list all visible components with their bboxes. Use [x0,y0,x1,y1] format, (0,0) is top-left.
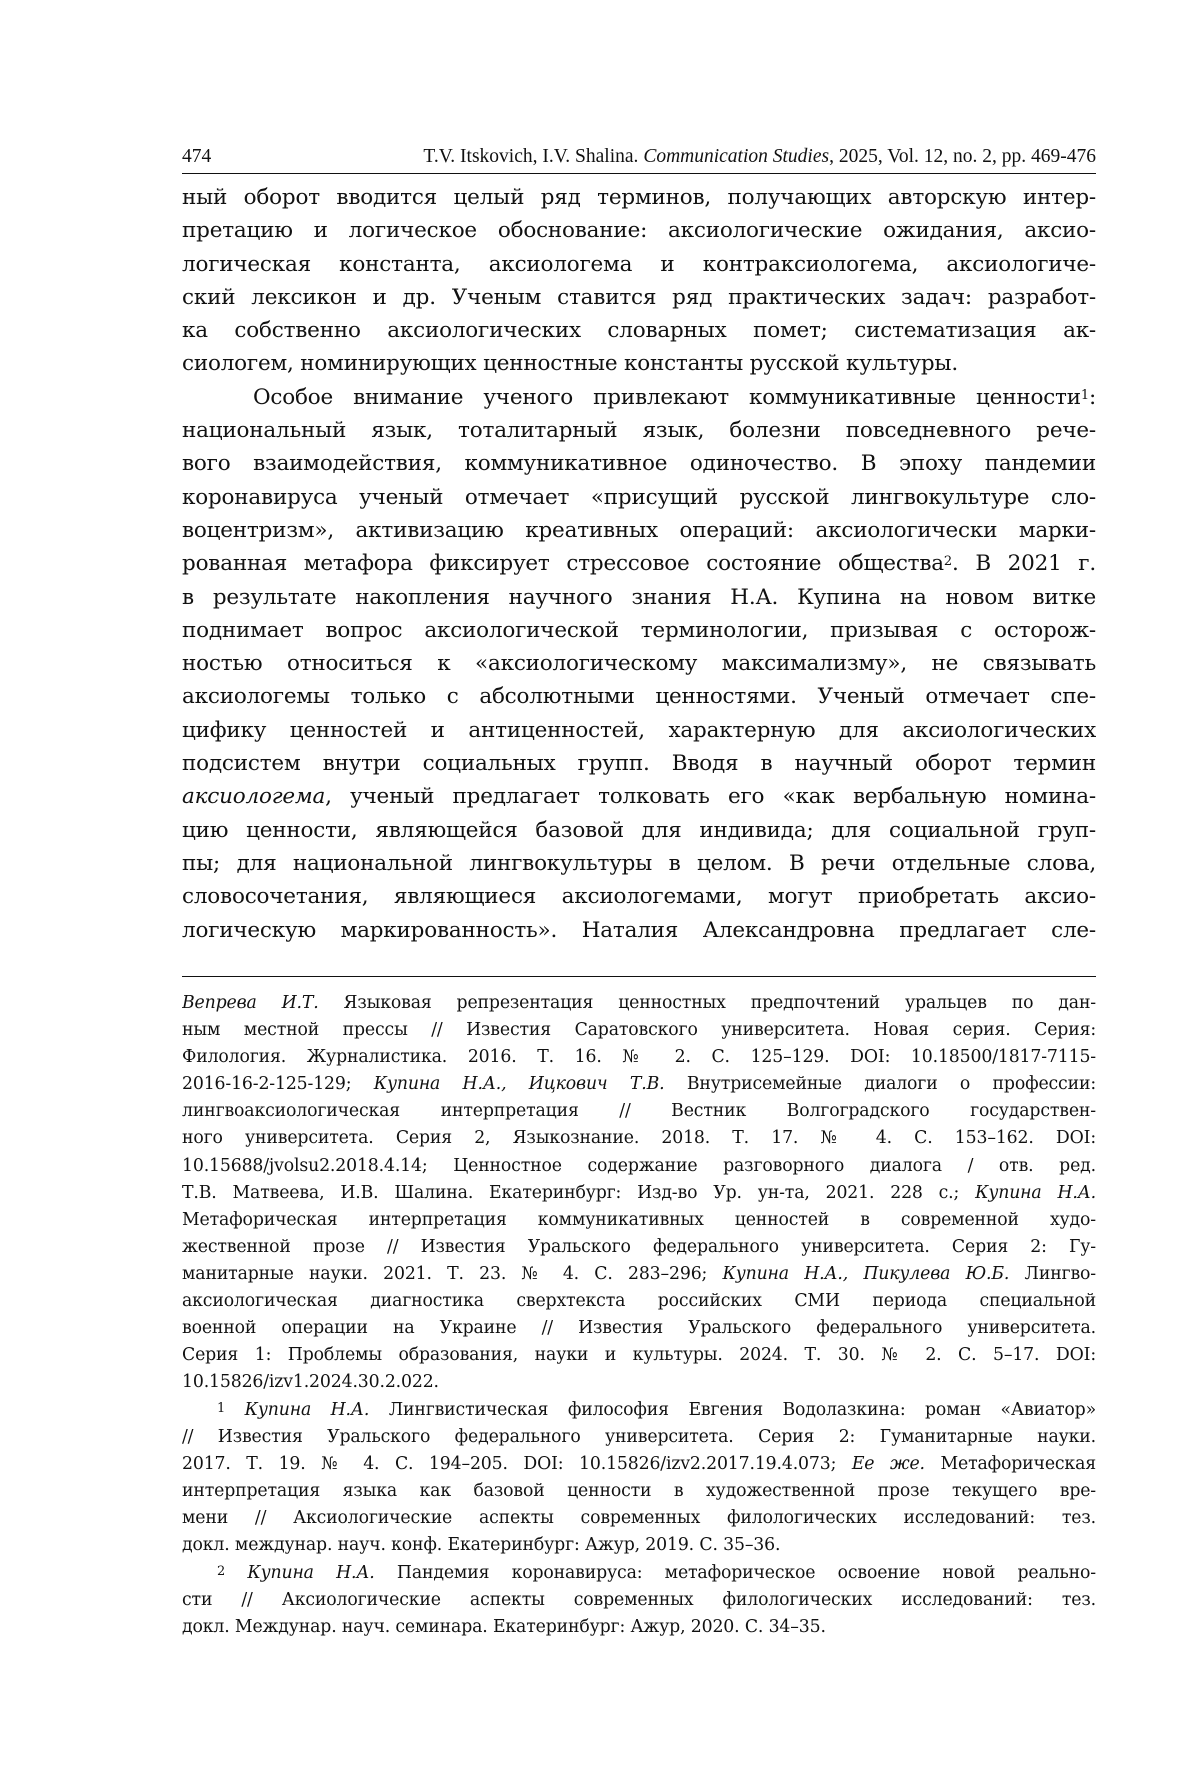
footnote-line: 10.15688/jvolsu2.2018.4.14; Ценностное содержание разговорного диалога / отв. ред. [182,1155,1096,1176]
footnote-line: аксиологическая диагностика сверхтекста российских СМИ периода специальной [182,1291,1096,1312]
text-line: коронавируса ученый отмечает «присущий русской лингвокультуре сло- [182,484,1096,510]
author-italic: Ее же. [851,1454,925,1475]
footnote-line: 10.15826/izv1.2024.30.2.022. [182,1372,439,1393]
text-segment: 2016-16-2-125-129; [182,1074,374,1095]
footnote-line: мени // Аксиологические аспекты современных филологических исследований: тез. [182,1508,1096,1529]
text-line: логическую маркированность». Наталия Александровна предлагает сле- [182,917,1096,943]
author-italic: Купина Н.А., Ицкович Т.В. [373,1074,665,1095]
text-line: логическая константа, аксиологема и контраксиологема, аксиологиче- [182,251,1096,277]
text-line: цию ценности, являющейся базовой для индивида; для социальной груп- [182,817,1096,843]
footnote-ref-1[interactable]: 1 [1080,387,1089,403]
footnote-line [182,1180,1096,1207]
footnote-line: жественной прозе // Известия Уральского федерального университета. Серия 2: Гу- [182,1236,1096,1257]
text-line: вого взаимодействия, коммуникативное одиночество. В эпоху пандемии [182,451,1096,477]
footnote-line: ного университета. Серия 2, Языкознание. 2018. Т. 17. № 4. С. 153–162. DOI: [182,1128,1096,1149]
text-line: сиологем, номинирующих ценностные константы русской культуры. [182,351,958,377]
author-italic: Купина Н.А. [247,1563,375,1583]
footnote-line: сти // Аксиологические аспекты современных филологических исследований: тез. [182,1590,1096,1611]
text-segment: Метафорическая [924,1454,1096,1475]
term-italic: аксиологема [182,784,326,810]
header-rule [182,173,1096,174]
text-line: аксиологемы только с абсолютными ценностями. Ученый отмечает спе- [182,684,1096,710]
footnote-rule [182,976,1096,977]
footnote-line: лингвоаксиологическая интерпретация // Вестник Волгоградского государствен- [182,1101,1096,1122]
footnote-line [182,1071,1096,1098]
text-segment: Внутрисемейные диалоги о профессии: [664,1074,1096,1095]
header-authors: T.V. Itskovich, I.V. Shalina. [423,146,639,167]
footnote-number: 2 [217,1564,226,1579]
text-line [182,381,1096,414]
footnote-number: 1 [217,1401,226,1416]
text-segment: Лингвистическая философия Евгения Водолазкина: роман «Авиатор» [369,1400,1096,1420]
text-line: национальный язык, тоталитарный язык, болезни повседневного рече- [182,418,1096,444]
text-line: словосочетания, являющиеся аксиологемами, могут приобретать аксио- [182,884,1096,910]
footnote-line [182,1451,1096,1478]
author-italic: Купина Н.А., Пикулева Ю.Б. [722,1263,1010,1284]
author-italic: Вепрева И.Т. [182,993,319,1013]
footnote-line: интерпретация языка как базовой ценности в художественной прозе текущего вре- [182,1481,1096,1502]
main-text [182,181,1096,947]
text-segment: рованная метафора фиксирует стрессовое состояние общества [182,551,944,577]
footnote-line [182,1397,1096,1424]
author-italic: Купина Н.А. [244,1400,370,1420]
page-number: 474 [182,146,212,167]
footnote-line: военной операции на Украине // Известия Уральского федерального университета. [182,1318,1096,1339]
text-line: претацию и логическое обоснование: аксиологические ожидания, аксио- [182,218,1096,244]
footnote-ref-2[interactable]: 2 [943,554,952,570]
text-line [182,547,1096,580]
text-line: воцентризм», активизацию креативных операций: аксиологически марки- [182,517,1096,543]
author-italic: Купина Н.А. [975,1182,1096,1203]
text-segment: 2017. Т. 19. № 4. С. 194–205. DOI: 10.15826/izv2.2017.19.4.073; [182,1454,852,1475]
text-segment: Пандемия коронавируса: метафорическое освоение новой реально- [374,1563,1096,1583]
text-segment: манитарные науки. 2021. Т. 23. № 4. С. 283–296; [182,1263,723,1284]
footnote-line: // Известия Уральского федерального университета. Серия 2: Гуманитарные науки. [182,1427,1096,1448]
text-line: цифику ценностей и антиценностей, характерную для аксиологических [182,717,1096,743]
header-citation: , 2025, Vol. 12, no. 2, pp. 469-476 [829,146,1096,167]
text-segment: . В 2021 г. [951,551,1096,577]
text-segment: Лингво- [1009,1263,1096,1284]
footnote-line [182,990,1096,1017]
footnote-line: Филология. Журналистика. 2016. Т. 16. № 2. С. 125–129. DOI: 10.18500/1817-7115- [182,1047,1096,1068]
running-title [423,146,1096,168]
footnote-line [182,1261,1096,1288]
text-line: ский лексикон и др. Ученым ставится ряд практических задач: разработ- [182,284,1096,310]
text-line: подсистем внутри социальных групп. Вводя в научный оборот термин [182,751,1096,777]
header-journal: Communication Studies [643,146,830,167]
footnote-line: Метафорическая интерпретация коммуникативных ценностей в современной худо- [182,1209,1096,1230]
footnote-line: докл. Междунар. науч. семинара. Екатеринбург: Ажур, 2020. С. 34–35. [182,1617,826,1638]
footnote-line: докл. междунар. науч. конф. Екатеринбург: Ажур, 2019. С. 35–36. [182,1535,781,1556]
text-segment: , ученый предлагает толковать его «как вербальную номина- [325,784,1096,810]
footnote-2 [182,1560,1096,1641]
text-line: поднимает вопрос аксиологической терминологии, призывая с осторож- [182,617,1096,643]
footnote-line: ным местной прессы // Известия Саратовского университета. Новая серия. Серия: [182,1020,1096,1041]
footnote-line: Серия 1: Проблемы образования, науки и культуры. 2024. Т. 30. № 2. С. 5–17. DOI: [182,1345,1096,1366]
text-segment: Особое внимание ученого привлекают коммуникативные ценности [253,384,1081,410]
footnote-line [182,1560,1096,1587]
text-line: ный оборот вводится целый ряд терминов, получающих авторскую интер- [182,185,1096,210]
footnote-continuation [182,990,1096,1396]
text-segment: Т.В. Матвеева, И.В. Шалина. Екатеринбург: Изд-во Ур. ун-та, 2021. 228 с.; [182,1182,976,1203]
text-line: пы; для национальной лингвокультуры в целом. В речи отдельные слова, [182,850,1096,876]
text-line: ка собственно аксиологических словарных помет; систематизация ак- [182,318,1096,344]
footnote-1 [182,1397,1096,1560]
text-segment: Языковая репрезентация ценностных предпочтений уральцев по дан- [318,993,1096,1013]
text-line: ностью относиться к «аксиологическому максимализму», не связывать [182,651,1096,677]
text-line [182,780,1096,813]
text-line: в результате накопления научного знания Н.А. Купина на новом витке [182,584,1096,610]
text-segment: : [1088,384,1096,410]
